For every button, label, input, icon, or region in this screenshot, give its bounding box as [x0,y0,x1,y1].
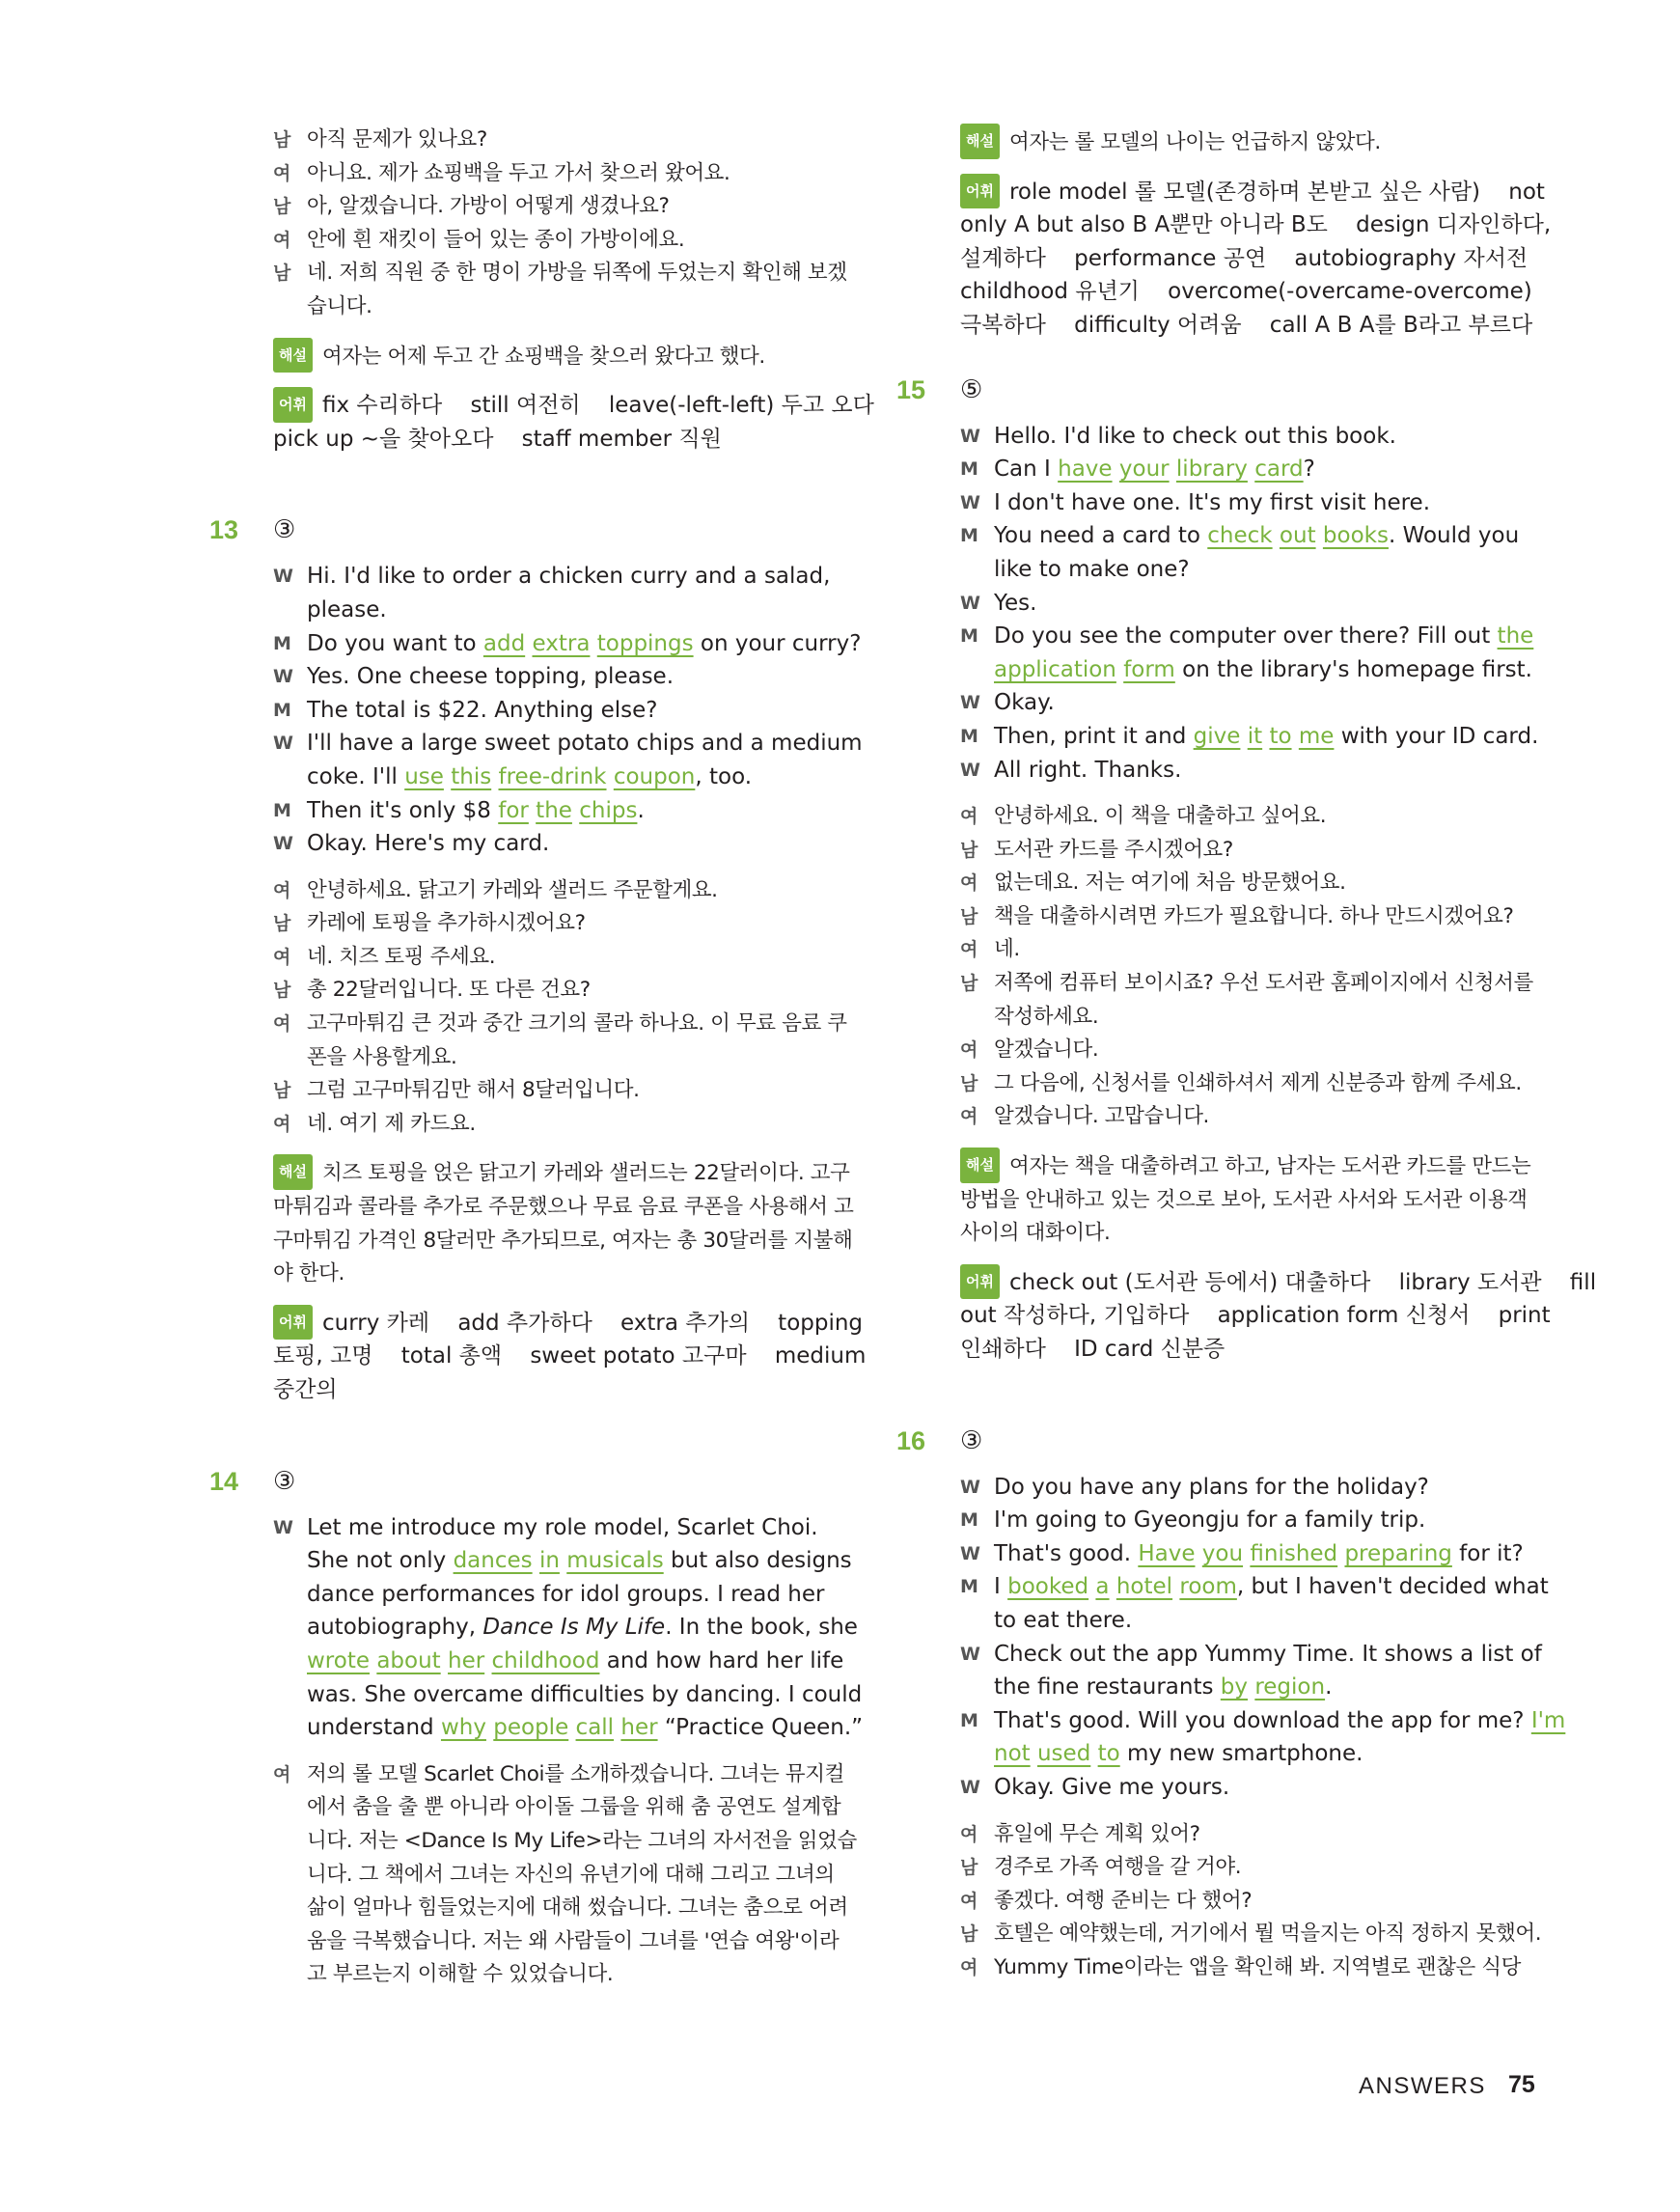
dialog-line: 여 Yummy Time이라는 앱을 확인해 봐. 지역별로 괜찮은 식당 [960,1954,1522,1979]
dialog-line: 여 네. 치즈 토핑 주세요. [273,944,496,969]
dialog-line: 남 호텔은 예약했는데, 거기에서 뭘 먹을지는 아직 정하지 못했어. [960,1922,1542,1947]
left-column [209,124,874,1992]
blank-answer: card [1254,456,1304,483]
answer-choice: ⑤ [960,374,983,404]
blank-answer: musicals [566,1548,664,1574]
blank-answer: coupon [613,763,696,789]
dialog-line: 남 아직 문제가 있나요? [273,127,487,152]
blank-answer: by [1220,1674,1249,1700]
dialog-line: W That's good. Have you finished preparing for it? [960,1540,1524,1566]
dialog-line: W Hello. I'd like to check out this book. [960,423,1396,449]
dialog-line: M Then it's only $8 for the chips. [273,797,645,823]
blank-answer: you [1201,1540,1244,1566]
page-number: 75 [1508,2071,1535,2098]
question-number: 14 [209,1466,239,1496]
dialog-line: W Yes. [960,590,1037,616]
dialog-line: 남 총 22달러입니다. 또 다른 건요? [273,978,591,1003]
q15-explanation: 해설 여자는 책을 대출하려고 하고, 남자는 도서관 카드를 만드는 방법을 안내하고 있는 것으로 보아, 도서관 사서와 도서관 이용객 사이의 대화이다. [960,1147,1558,1251]
dialog-line-continued: 습니다. [307,293,372,318]
blank-answer: chips [579,797,638,823]
dialog-line: 남 네. 저희 직원 중 한 명이 가방을 뒤쪽에 두었는지 확인해 보겠 [273,261,847,286]
blank-answer: why [440,1715,486,1741]
q13-korean-translation: 여 안녕하세요. 닭고기 카레와 샐러드 주문할게요. 남 카레에 토핑을 추가하시겠어요? 여 네. 치즈 토핑 주세요. 남 총 22달러입니다. 또 다른 건요? 여 고구마튀김 큰 것과 중간 크기의 콜라 하나요. 이 무료 음료 쿠 폰을 사용할게요. 남 그럼 고구마튀김만 해서 8달러입니다. 여 네. 여기 제 카드요. [273,874,871,1142]
dialog-line: 여 아니요. 제가 쇼핑백을 두고 가서 찾으러 왔어요. [273,160,730,185]
q14-vocabulary: 어휘 role model 롤 모델(존경하며 본받고 싶은 사람) not only A but also B A뿐만 아니라 B도 design 디자인하다, 설계하다 performance 공연 autobiography 자서전 childhood 유년기 overcome(-overcame-overcome) 극복하다 difficulty 어려움 call A B A를 B라고 부르다 [960,174,1558,343]
dialog-line: 남 도서관 카드를 주시겠어요? [960,837,1233,862]
blank-answer: about [376,1647,441,1673]
blank-answer: add [482,630,526,656]
dialog-line: 여 휴일에 무슨 계획 있어? [960,1821,1200,1846]
dialog-line: 남 그 다음에, 신청서를 인쇄하셔서 제게 신분증과 함께 주세요. [960,1070,1522,1095]
blank-answer: give [1193,723,1241,749]
q14-passage: W Let me introduce my role model, Scarlet Choi. She not only dances in musicals but also designs dance performances for idol groups. I read her autobiography, Dance Is My Life. In the book, she wrote about her childhood and how hard her life was. She overcame difficulties by dancing. I could understand why people call her “Practice Queen.” [273,1514,864,1741]
dialog-line: 여 알겠습니다. 고맙습니다. [960,1104,1209,1129]
blank-answer: have [1058,456,1113,483]
dialog-line: 여 안에 흰 재킷이 들어 있는 종이 가방이에요. [273,227,685,252]
dialog-line: 여 네. 여기 제 카드요. [273,1111,476,1136]
dialog-line: W Okay. Give me yours. [960,1774,1230,1800]
question-14-header [209,1461,871,1507]
q15-dialog: W Hello. I'd like to check out this book. M Can I have your library card? W I don't have one. It's my first visit here. M You need a card to check out books. Would you like to make one? W Yes. M Do you see the computer over there? Fill out the application form on the library's homepage first. W Okay. M Then, print it and give it to me with your ID card. W All right. Thanks. [960,420,1558,788]
explanation-tag: 해설 [273,1154,313,1190]
blank-answer: me [1298,723,1335,749]
blank-answer: to [1097,1741,1120,1767]
answer-choice: ③ [960,1425,983,1455]
dialog-line: 여 없는데요. 저는 여기에 처음 방문했어요. [960,871,1346,896]
blank-answer: Have [1138,1540,1196,1566]
vocabulary-tag: 어휘 [273,387,313,423]
dialog-line: M I'm going to Gyeongju for a family trip. [960,1507,1426,1534]
blank-answer: check [1207,523,1273,549]
dialog-line: 여 네. [960,937,1020,962]
blank-answer: room [1179,1574,1237,1600]
q13-explanation: 해설 치즈 토핑을 얹은 닭고기 카레와 샐러드는 22달러이다. 고구 마튀김과 콜라를 추가로 주문했으나 무료 음료 쿠폰을 사용해서 고 구마튀김 가격인 8달러만 추가되므로, 여자는 총 30달러를 지불해 야 한다. [273,1154,871,1290]
explanation-tag: 해설 [960,124,1000,159]
dialog-line: M Can I have your library card? [960,456,1315,483]
blank-answer: finished [1250,1540,1338,1566]
right-column [896,124,1597,1985]
q13-vocabulary: 어휘 curry 카레 add 추가하다 extra 추가의 topping 토핑, 고명 total 총액 sweet potato 고구마 medium 중간의 [273,1305,871,1407]
dialog-line: 남 책을 대출하시려면 카드가 필요합니다. 하나 만드시겠어요? [960,903,1514,928]
dialog-line: 여 안녕하세요. 이 책을 대출하고 싶어요. [960,804,1327,829]
blank-answer: call [575,1715,615,1741]
blank-answer: use [404,763,444,789]
answer-choice: ③ [273,1466,296,1496]
blank-answer: in [538,1548,560,1574]
dialog-line: M The total is $22. Anything else? [273,697,658,723]
dialog-line: 남 카레에 토핑을 추가하시겠어요? [273,911,586,936]
dialog-line: W I'll have a large sweet potato chips and a medium [273,731,863,757]
dialog-line: M I booked a hotel room, but I haven't decided what [960,1574,1549,1600]
vocabulary-tag: 어휘 [273,1305,313,1341]
dialog-line: 여 좋겠다. 여행 준비는 다 했어? [960,1888,1253,1913]
blank-answer: booked [1007,1574,1089,1600]
dialog-line: M Do you want to add extra toppings on your curry? [273,630,862,656]
q15-korean-translation: 여 안녕하세요. 이 책을 대출하고 싶어요. 남 도서관 카드를 주시겠어요? 여 없는데요. 저는 여기에 처음 방문했어요. 남 책을 대출하시려면 카드가 필요합니다. 하나 만드시겠어요? 여 네. 남 저쪽에 컴퓨터 보이시죠? 우선 도서관 홈페이지에서 신청서를 작성하세요. 여 알겠습니다. 남 그 다음에, 신청서를 인쇄하셔서 제게 신분증과 함께 주세요. 여 알겠습니다. 고맙습니다. [960,800,1558,1134]
blank-answer: toppings [596,630,694,656]
dialog-line: M You need a card to check out books. Would you [960,523,1520,549]
blank-answer: books [1322,523,1389,549]
question-number: 15 [896,374,926,404]
q12-vocabulary: 어휘 fix 수리하다 still 여전히 leave(-left-left) 두고 오다 pick up ~을 찾아오다 staff member 직원 [273,387,871,456]
q16-korean-translation [960,1818,1558,1985]
dialog-line: W Okay. Here's my card. [273,831,550,857]
blank-answer: extra [532,630,591,656]
blank-answer: region [1254,1674,1326,1700]
blank-answer: I'm [1530,1707,1566,1733]
explanation-tag: 해설 [960,1147,1000,1183]
blank-answer: a [1095,1574,1110,1600]
footer-label: ANSWERS [1359,2073,1486,2099]
question-16-header [896,1421,1558,1467]
blank-answer: hotel [1115,1574,1173,1600]
dialog-line: W All right. Thanks. [960,757,1182,783]
blank-answer: childhood [491,1647,600,1673]
explanation-tag: 해설 [273,338,313,373]
blank-answer: this [451,763,492,789]
dialog-line: 남 저쪽에 컴퓨터 보이시죠? 우선 도서관 홈페이지에서 신청서를 [960,971,1533,996]
q12-explanation: 해설 여자는 어제 두고 간 쇼핑백을 찾으러 왔다고 했다. [273,338,871,374]
dialog-line: 남 그럼 고구마튀김만 해서 8달러입니다. [273,1078,640,1103]
blank-answer: library [1175,456,1248,483]
blank-answer: out [1279,523,1316,549]
dialog-line: 여 고구마튀김 큰 것과 중간 크기의 콜라 하나요. 이 무료 음료 쿠 [273,1011,847,1037]
dialog-line: W Okay. [960,690,1055,716]
vocabulary-tag: 어휘 [960,1264,1000,1300]
dialog-line: 여 알겠습니다. [960,1037,1099,1063]
dialog-line: W I don't have one. It's my first visit here. [960,489,1431,515]
q13-dialog: W Hi. I'd like to order a chicken curry and a salad, please. M Do you want to add extra toppings on your curry? W Yes. One cheese topping, please. M The total is $22. Anything else? W I'll have a large sweet potato chips and a medium coke. I'll use this free-drink coupon, too. M Then it's only $8 for the chips. W Okay. Here's my card. [273,560,871,860]
blank-answer: the [1497,623,1534,650]
blank-answer: free-drink [498,763,607,789]
blank-answer: dances [453,1548,533,1574]
q14-korean-translation: 여 저의 롤 모델 Scarlet Choi를 소개하겠습니다. 그녀는 뮤지컬 에서 춤을 출 뿐 아니라 아이돌 그룹을 위해 춤 공연도 설계합 니다. 저는 <Dance Is My Life>라는 그녀의 자서전을 읽었습 니다. 그 책에서 그녀는 자신의 유년기에 대해 그리고 그녀의 삶이 얼마나 힘들었는지에 대해 썼습니다. 그녀는 춤으로 어려 움을 극복했습니다. 저는 왜 사람들이 그녀를 '연습 여왕'이라 고 부르는지 이해할 수 있었습니다. [273,1761,857,1987]
vocabulary-tag: 어휘 [960,174,1000,209]
blank-answer: her [448,1647,485,1673]
blank-answer: not [994,1741,1031,1767]
blank-answer: preparing [1344,1540,1452,1566]
dialog-line: M Then, print it and give it to me with your ID card. [960,723,1539,749]
blank-answer: it [1247,723,1263,749]
q14-explanation: 해설 여자는 롤 모델의 나이는 언급하지 않았다. [960,124,1558,160]
question-number: 16 [896,1425,926,1455]
blank-answer: wrote [307,1647,371,1673]
question-number: 13 [209,515,239,545]
q16-dialog: W Do you have any plans for the holiday? M I'm going to Gyeongju for a family trip. W That's good. Have you finished preparing for it? M I booked a hotel room, but I haven't decided what to eat there. W Check out the app Yummy Time. It shows a list of the fine restaurants by region. M That's good. Will you download the app for me? I'm not used to my new smartphone. W Okay. Give me yours. [960,1471,1558,1805]
question-13-header [209,510,871,556]
blank-answer: form [1123,656,1175,682]
book-title: Dance Is My Life [482,1615,666,1641]
dialog-line: 여 안녕하세요. 닭고기 카레와 샐러드 주문할게요. [273,877,718,902]
dialog-line: 남 경주로 가족 여행을 갈 거야. [960,1855,1242,1880]
dialog-line: W Hi. I'd like to order a chicken curry and a salad, [273,564,831,590]
blank-answer: your [1118,456,1170,483]
dialog-line: M That's good. Will you download the app for me? I'm [960,1707,1566,1733]
dialog-line: W Check out the app Yummy Time. It shows a list of [960,1641,1542,1667]
blank-answer: the [536,797,572,823]
blank-answer: application [994,656,1116,682]
dialog-line: W Do you have any plans for the holiday? [960,1474,1429,1500]
blank-answer: for [498,797,529,823]
blank-answer: her [620,1715,658,1741]
q15-vocabulary: 어휘 check out (도서관 등에서) 대출하다 library 도서관 fill out 작성하다, 기입하다 application form 신청서 print 인쇄하다 ID card 신분증 [960,1264,1558,1367]
blank-answer: people [493,1715,569,1741]
answer-choice: ③ [273,515,296,545]
dialog-line: 남 아, 알겠습니다. 가방이 어떻게 생겼나요? [273,194,670,219]
blank-answer: to [1269,723,1292,749]
q12-korean-translation [273,124,871,324]
dialog-line: M Do you see the computer over there? Fill out the [960,623,1534,650]
dialog-line: W Yes. One cheese topping, please. [273,664,675,690]
question-15-header [896,370,1558,416]
blank-answer: used [1036,1741,1091,1767]
